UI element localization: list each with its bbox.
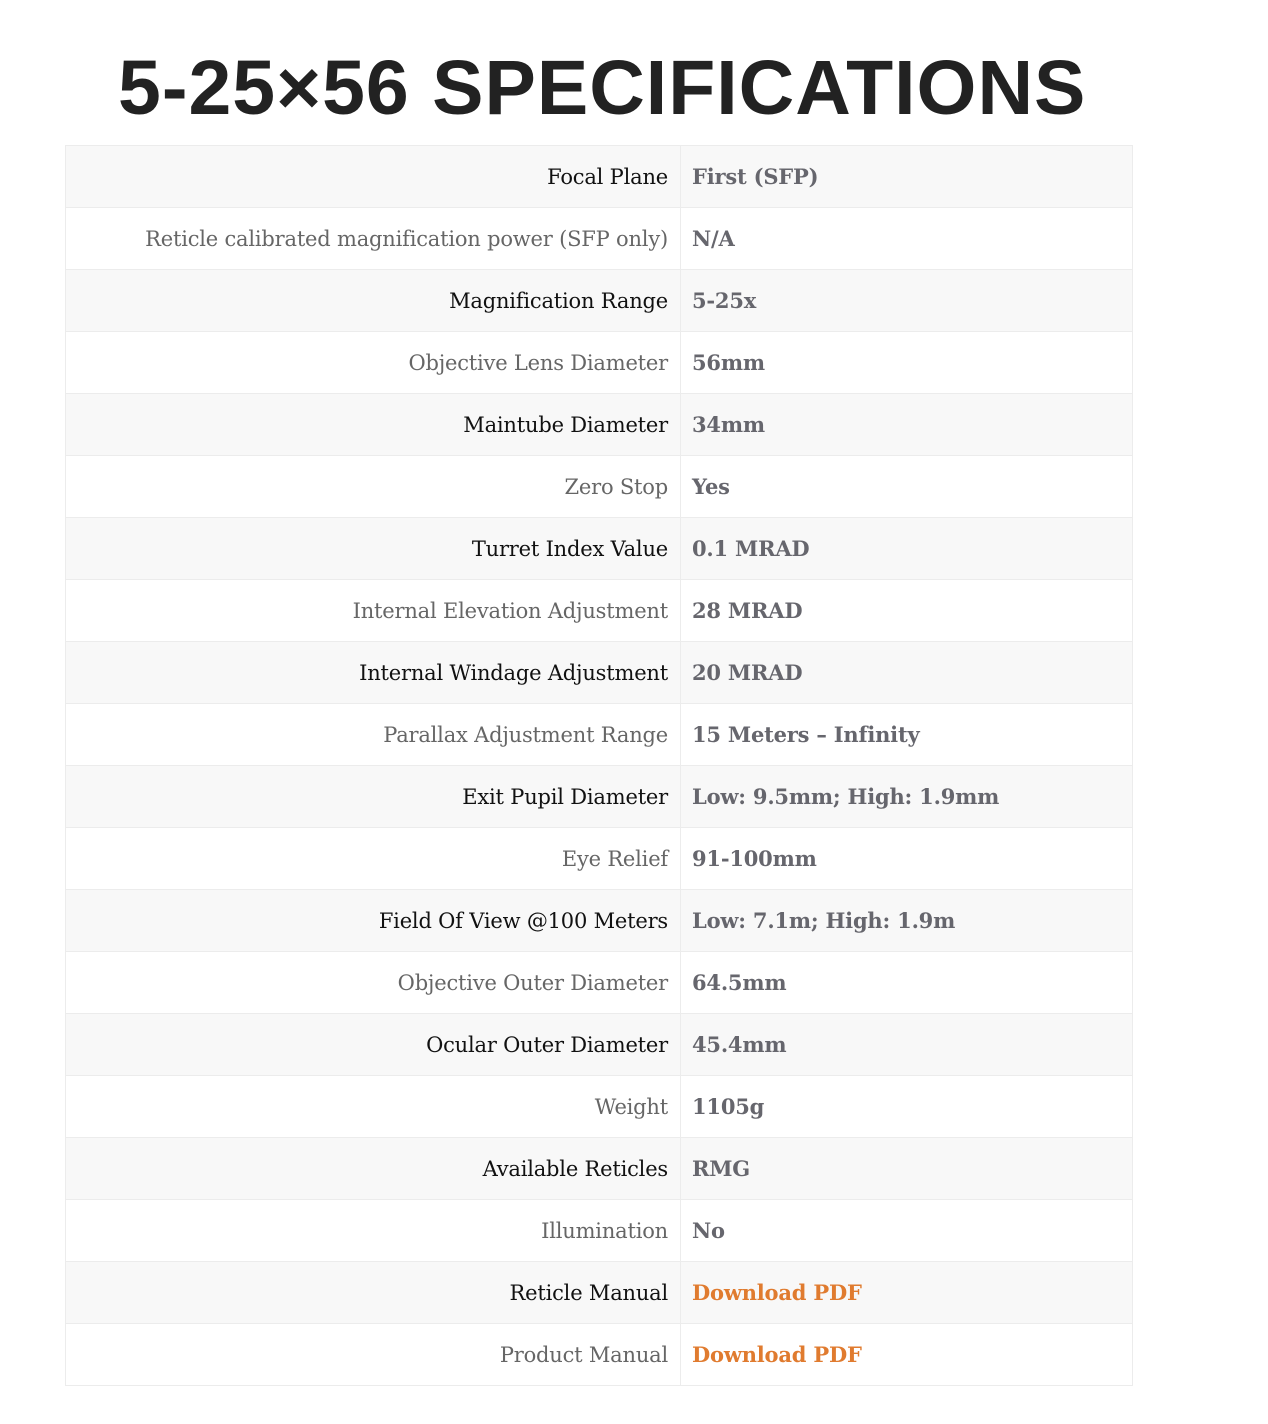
table-row xyxy=(66,332,1133,394)
spec-value-exit-pupil-diameter: Low: 9.5mm; High: 1.9mm xyxy=(681,766,1133,828)
table-row xyxy=(66,1014,1133,1076)
spec-label-product-manual: Product Manual xyxy=(66,1324,681,1386)
spec-value-focal-plane: First (SFP) xyxy=(681,146,1133,208)
spec-value-eye-relief: 91-100mm xyxy=(681,828,1133,890)
spec-label-illumination: Illumination xyxy=(66,1200,681,1262)
spec-value-internal-windage-adjustment: 20 MRAD xyxy=(681,642,1133,704)
table-row xyxy=(66,270,1133,332)
spec-value-magnification-range: 5-25x xyxy=(681,270,1133,332)
spec-value-maintube-diameter: 34mm xyxy=(681,394,1133,456)
spec-label-ocular-outer-diameter: Ocular Outer Diameter xyxy=(66,1014,681,1076)
spec-label-internal-windage-adjustment: Internal Windage Adjustment xyxy=(66,642,681,704)
table-row xyxy=(66,456,1133,518)
table-row xyxy=(66,890,1133,952)
spec-value-objective-outer-diameter: 64.5mm xyxy=(681,952,1133,1014)
table-row xyxy=(66,1200,1133,1262)
spec-value-available-reticles: RMG xyxy=(681,1138,1133,1200)
table-row xyxy=(66,518,1133,580)
table-row xyxy=(66,952,1133,1014)
spec-value-parallax-adjustment-range: 15 Meters – Infinity xyxy=(681,704,1133,766)
spec-label-field-of-view: Field Of View @100 Meters xyxy=(66,890,681,952)
spec-value-reticle-manual xyxy=(681,1262,1133,1324)
product-manual-download-link[interactable]: Download PDF xyxy=(692,1342,862,1367)
spec-value-ocular-outer-diameter: 45.4mm xyxy=(681,1014,1133,1076)
specifications-table xyxy=(65,145,1133,1386)
table-row xyxy=(66,146,1133,208)
reticle-manual-download-link[interactable]: Download PDF xyxy=(692,1280,862,1305)
spec-label-turret-index-value: Turret Index Value xyxy=(66,518,681,580)
spec-label-exit-pupil-diameter: Exit Pupil Diameter xyxy=(66,766,681,828)
spec-label-objective-lens-diameter: Objective Lens Diameter xyxy=(66,332,681,394)
spec-value-illumination: No xyxy=(681,1200,1133,1262)
table-row xyxy=(66,580,1133,642)
table-row xyxy=(66,394,1133,456)
spec-value-objective-lens-diameter: 56mm xyxy=(681,332,1133,394)
spec-value-reticle-calibrated-magnification: N/A xyxy=(681,208,1133,270)
spec-value-field-of-view: Low: 7.1m; High: 1.9m xyxy=(681,890,1133,952)
table-row xyxy=(66,1324,1133,1386)
spec-value-internal-elevation-adjustment: 28 MRAD xyxy=(681,580,1133,642)
spec-label-reticle-calibrated-magnification: Reticle calibrated magnification power (SFP only) xyxy=(66,208,681,270)
spec-value-weight: 1105g xyxy=(681,1076,1133,1138)
spec-label-available-reticles: Available Reticles xyxy=(66,1138,681,1200)
spec-label-objective-outer-diameter: Objective Outer Diameter xyxy=(66,952,681,1014)
spec-label-weight: Weight xyxy=(66,1076,681,1138)
spec-value-product-manual xyxy=(681,1324,1133,1386)
spec-value-turret-index-value: 0.1 MRAD xyxy=(681,518,1133,580)
page-title: 5-25×56 SPECIFICATIONS xyxy=(118,45,1087,131)
spec-label-zero-stop: Zero Stop xyxy=(66,456,681,518)
spec-label-maintube-diameter: Maintube Diameter xyxy=(66,394,681,456)
table-row xyxy=(66,1138,1133,1200)
spec-label-internal-elevation-adjustment: Internal Elevation Adjustment xyxy=(66,580,681,642)
spec-label-eye-relief: Eye Relief xyxy=(66,828,681,890)
spec-value-zero-stop: Yes xyxy=(681,456,1133,518)
table-row xyxy=(66,704,1133,766)
table-row xyxy=(66,642,1133,704)
spec-label-focal-plane: Focal Plane xyxy=(66,146,681,208)
table-row xyxy=(66,766,1133,828)
table-row xyxy=(66,208,1133,270)
table-row xyxy=(66,1076,1133,1138)
table-row xyxy=(66,1262,1133,1324)
spec-label-magnification-range: Magnification Range xyxy=(66,270,681,332)
table-row xyxy=(66,828,1133,890)
spec-label-parallax-adjustment-range: Parallax Adjustment Range xyxy=(66,704,681,766)
spec-label-reticle-manual: Reticle Manual xyxy=(66,1262,681,1324)
